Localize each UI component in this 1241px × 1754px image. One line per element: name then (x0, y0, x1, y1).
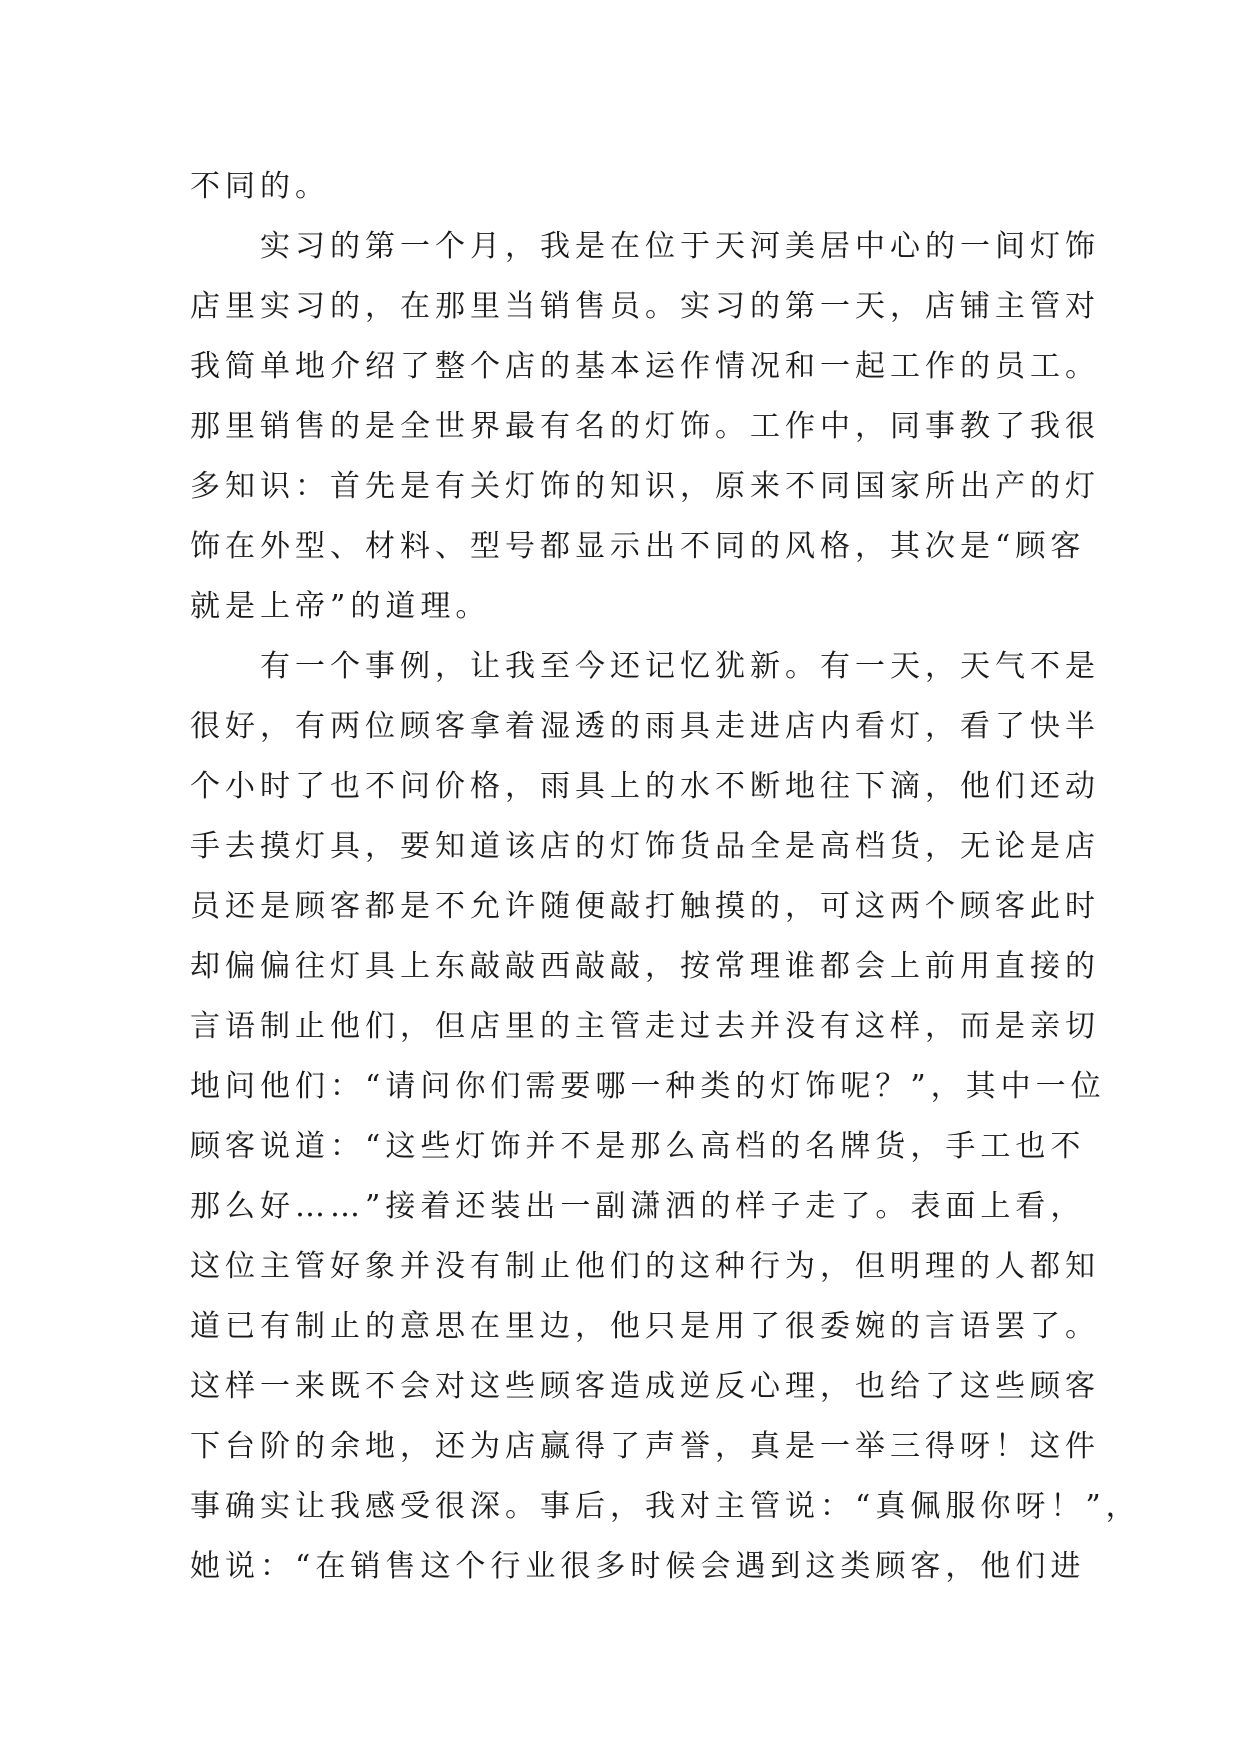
text-line: 那里销售的是全世界最有名的灯饰。工作中，同事教了我很 (190, 409, 1100, 444)
text-line: 却偏偏往灯具上东敲敲西敲敲，按常理谁都会上前用直接的 (190, 949, 1100, 984)
text-line: 事确实让我感受很深。事后，我对主管说：“真佩服你呀！”， (190, 1489, 1141, 1524)
text-line: 很好，有两位顾客拿着湿透的雨具走进店内看灯，看了快半 (190, 709, 1100, 744)
text-line: 店里实习的，在那里当销售员。实习的第一天，店铺主管对 (190, 289, 1100, 324)
text-line: 个小时了也不问价格，雨具上的水不断地往下滴，他们还动 (190, 769, 1100, 804)
text-line: 员还是顾客都是不允许随便敲打触摸的，可这两个顾客此时 (190, 889, 1100, 924)
text-line: 地问他们：“请问你们需要哪一种类的灯饰呢？”，其中一位 (190, 1069, 1106, 1104)
text-line: 这样一来既不会对这些顾客造成逆反心理，也给了这些顾客 (190, 1369, 1100, 1404)
text-line: 有一个事例，让我至今还记忆犹新。有一天，天气不是 (260, 649, 1100, 684)
text-line: 不同的。 (190, 169, 330, 204)
text-line: 顾客说道：“这些灯饰并不是那么高档的名牌货，手工也不 (190, 1129, 1086, 1164)
text-line: 就是上帝”的道理。 (190, 589, 491, 624)
text-line: 我简单地介绍了整个店的基本运作情况和一起工作的员工。 (190, 349, 1100, 384)
text-line: 言语制止他们，但店里的主管走过去并没有这样，而是亲切 (190, 1009, 1100, 1044)
text-line: 饰在外型、材料、型号都显示出不同的风格，其次是“顾客 (190, 529, 1086, 564)
text-line: 道已有制止的意思在里边，他只是用了很委婉的言语罢了。 (190, 1309, 1100, 1344)
text-line: 这位主管好象并没有制止他们的这种行为，但明理的人都知 (190, 1249, 1100, 1284)
text-line: 下台阶的余地，还为店赢得了声誉，真是一举三得呀！这件 (190, 1429, 1100, 1464)
text-line: 多知识：首先是有关灯饰的知识，原来不同国家所出产的灯 (190, 469, 1100, 504)
text-line: 那么好……”接着还装出一副潇洒的样子走了。表面上看， (190, 1189, 1086, 1224)
text-line: 她说：“在销售这个行业很多时候会遇到这类顾客，他们进 (190, 1549, 1086, 1584)
text-line: 手去摸灯具，要知道该店的灯饰货品全是高档货，无论是店 (190, 829, 1100, 864)
body-text (190, 157, 1141, 1597)
text-line: 实习的第一个月，我是在位于天河美居中心的一间灯饰 (260, 229, 1100, 264)
